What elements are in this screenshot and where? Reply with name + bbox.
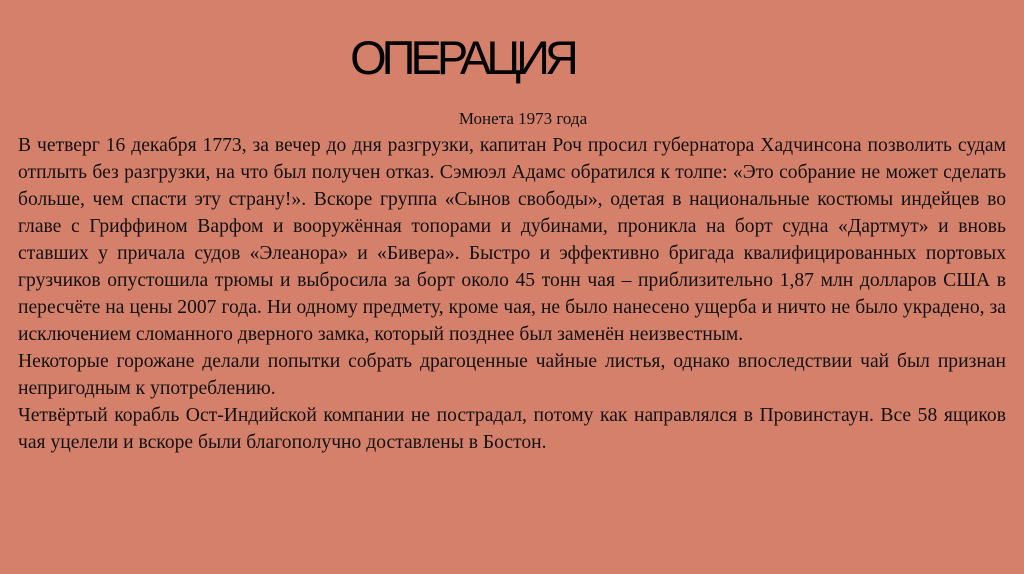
slide-title: ОПЕРАЦИЯ — [350, 31, 574, 84]
paragraph-1: В четверг 16 декабря 1773, за вечер до дня разгрузки, капитан Роч просил губернатора Хадчинсона позволить судам отплыть без разгрузки, на что был получен отказ. Сэмюэл Адамс обратился к толпе: «Это собрание не может сделать больше, чем спасти эту страну!». Вскоре группа «Сынов свободы», одетая в национальные костюмы индейцев во главе с Гриффином Варфом и вооружённая топорами и дубинами, проникла на борт судна «Дартмут» и вновь ставших у причала судов «Элеанора» и «Бивера». Быстро и эффективно бригада квалифицированных портовых грузчиков опустошила трюмы и выбросила за борт около 45 тонн чая – приблизительно 1,87 млн долларов США в пересчёте на цены 2007 года. Ни одному предмету, кроме чая, не было нанесено ущерба и ничто не было украдено, за исключением сломанного дверного замка, который позднее был заменён неизвестным. — [18, 135, 1006, 345]
paragraph-2: Некоторые горожане делали попытки собрать драгоценные чайные листья, однако впоследствии чай был признан непригодным к употреблению. — [18, 351, 1006, 399]
paragraph-3: Четвёртый корабль Ост-Индийской компании не пострадал, потому как направлялся в Провинстаун. Все 58 ящиков чая уцелели и вскоре были благополучно доставлены в Бостон. — [18, 405, 1006, 453]
slide-body-text — [18, 132, 1006, 456]
image-caption: Монета 1973 года — [458, 109, 588, 128]
